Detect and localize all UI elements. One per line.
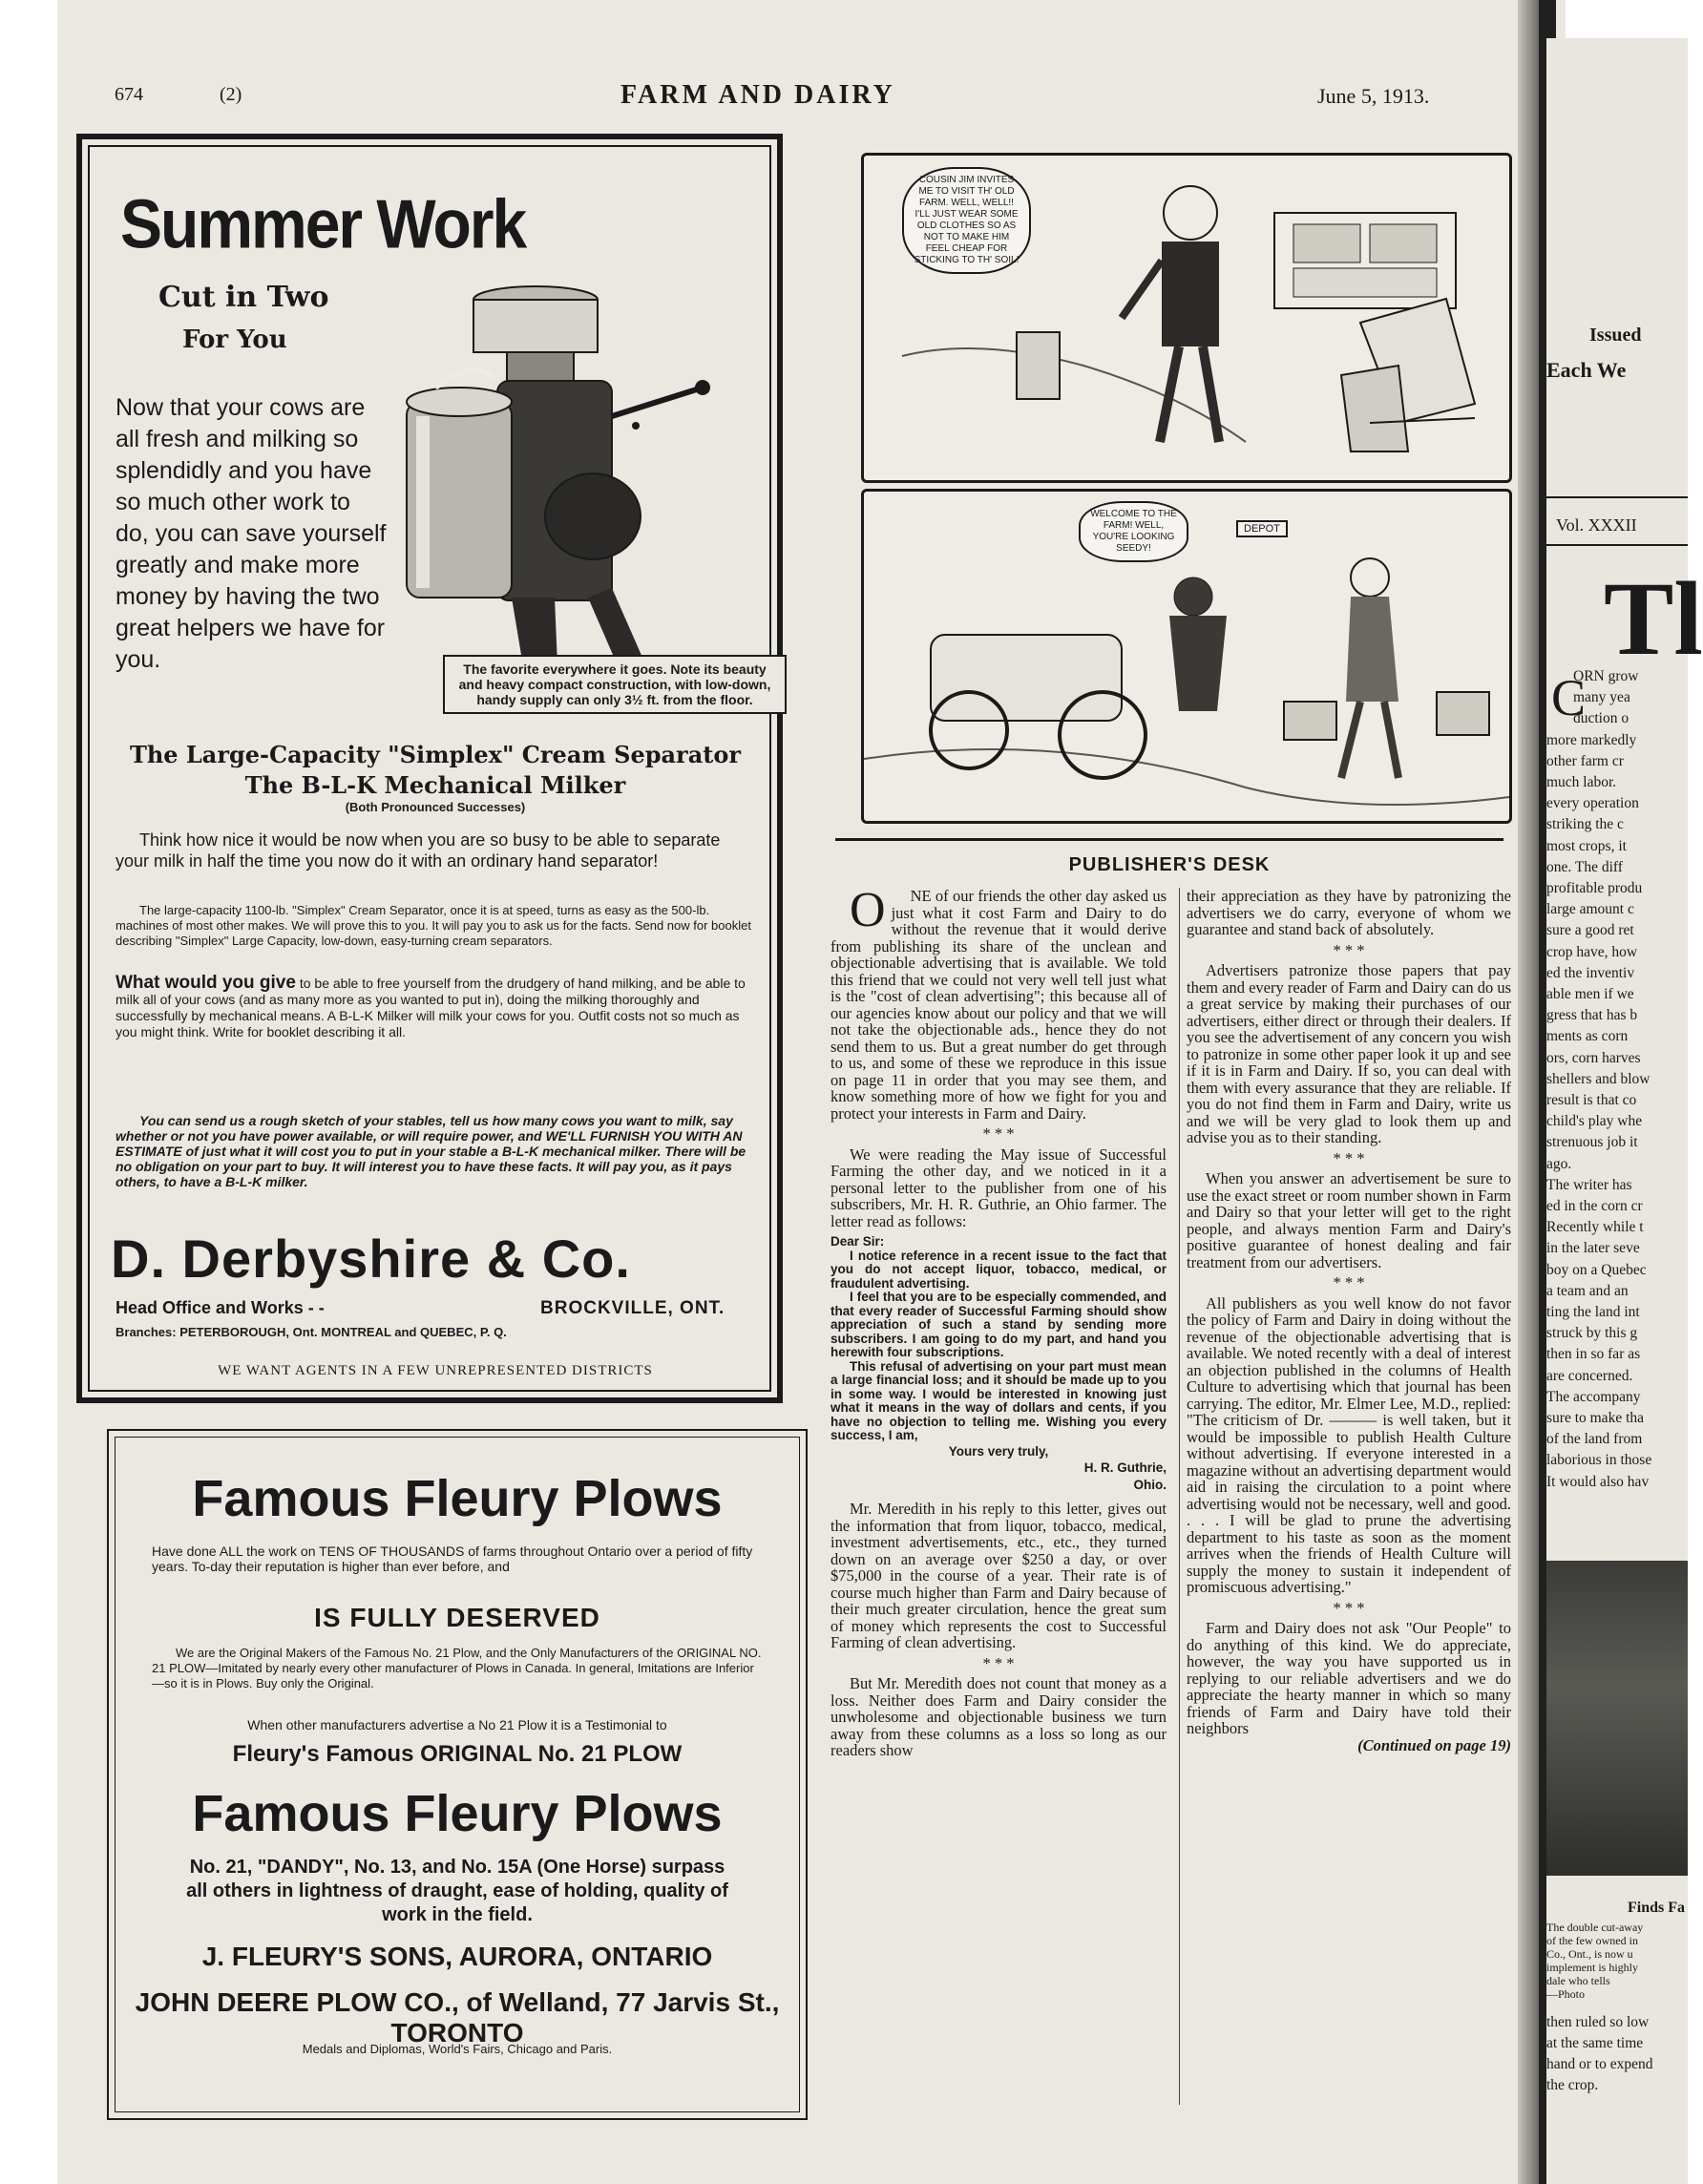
- company-branches: Branches: PETERBOROUGH, Ont. MONTREAL and QUEBEC, P. Q.: [116, 1325, 507, 1339]
- section-number: (2): [220, 84, 242, 105]
- article-paragraph: All publishers as you well know do not favor the policy of Farm and Dairy in doing without the revenue of the objectionable advertising that is available. We noted recently with a deal of interest an objection published in the columns of Health Culture to advertising which that journal has been carrying. The editor, Mr. Elmer Lee, M.D., replied: "The criticism of Dr. ——— is well taken, but it would be impossible to publish Health Culture without advertising. If everyone interested in a magazine without an advertising department would aid in raising the circulation to a point where advertising would not be necessary, well and good. . . . I will be glad to prune the advertising department to his taste as soon as the moment arrives when the friends of Health Culture will supply the money to sustain it independent of promiscuous advertising.": [1187, 1293, 1511, 1596]
- facing-text-line: able men if we: [1546, 986, 1634, 1002]
- facing-photo: [1546, 1561, 1688, 1876]
- publishers-desk-title: PUBLISHER'S DESK: [1068, 854, 1271, 875]
- facing-text-line: crop have, how: [1546, 943, 1638, 960]
- facing-text-line: at the same time: [1546, 2035, 1644, 2051]
- facing-text-line: striking the c: [1546, 816, 1624, 833]
- facing-text-line: child's play whe: [1546, 1113, 1643, 1130]
- facing-text-line: ed in the corn cr: [1546, 1198, 1643, 1214]
- letter-closing: Yours very truly,: [948, 1443, 1049, 1459]
- facing-text-line: of the few owned in: [1546, 1934, 1638, 1947]
- facing-text-line: The writer has: [1546, 1176, 1632, 1193]
- facing-text-line: most crops, it: [1546, 837, 1627, 854]
- section-break: * * *: [1333, 1273, 1365, 1292]
- depot-sign: DEPOT: [1236, 520, 1288, 537]
- publishers-desk-right-column: [1187, 888, 1511, 1754]
- article-paragraph: [830, 883, 1167, 1123]
- section-break: * * *: [982, 1124, 1015, 1143]
- facing-text-line: hand or to expend: [1546, 2056, 1653, 2072]
- ad-intro-text: Now that your cows are all fresh and milking so splendidly and you have so much other work to do, you can save yourself greatly and make more money by having the two great helpers we have for you.: [116, 394, 387, 673]
- facing-text-line: are concerned.: [1546, 1367, 1633, 1384]
- facing-photo-title: Finds Fa: [1628, 1900, 1686, 1916]
- facing-text-line: one. The diff: [1546, 858, 1623, 875]
- facing-text-line: It would also hav: [1546, 1473, 1650, 1490]
- separator-caption: The favorite everywhere it goes. Note its beauty and heavy compact construction, with low-down, handy supply can only 3½ ft. from the floor.: [443, 655, 787, 714]
- fleury-title-1: Famous Fleury Plows: [192, 1470, 723, 1527]
- facing-text-line: strenuous job it: [1546, 1134, 1638, 1151]
- facing-text-line: in the later seve: [1546, 1240, 1640, 1257]
- company-name: D. Derbyshire & Co.: [111, 1228, 631, 1289]
- ad-paragraph-3-body: to be able to free yourself from the drudgery of hand milking, and be able to milk all of your cows (and as many more as you wanted to put in), doing the milking thoroughly and successfully by mechanical means. A B-L-K Milker will milk your cows for you. Outfit costs not so much as you might think. Write for booklet describing it all.: [116, 976, 746, 1040]
- facing-text-line: of the land from: [1546, 1431, 1643, 1448]
- cartoon-2-illustration: [864, 492, 1509, 821]
- facing-text-line: boy on a Quebec: [1546, 1261, 1647, 1278]
- fleury-medals: Medals and Diplomas, World's Fairs, Chicago and Paris.: [302, 2042, 613, 2056]
- product-simplex: The Large-Capacity "Simplex" Cream Separator: [130, 741, 741, 768]
- article-paragraph: their appreciation as they have by patronizing the advertisers we do carry, everyone of whom we guarantee and stand back of absolutely.: [1187, 887, 1511, 938]
- facing-text-line: laborious in those: [1546, 1452, 1652, 1469]
- facing-text-line: duction o: [1573, 710, 1629, 727]
- product-milker: The B-L-K Mechanical Milker: [244, 771, 626, 799]
- ad-headline: Summer Work: [120, 184, 526, 262]
- facing-text-line: dale who tells: [1546, 1974, 1610, 1987]
- facing-text-line: more markedly: [1546, 731, 1637, 748]
- fleury-agent: JOHN DEERE PLOW CO., of Welland, 77 Jarvis St., TORONTO: [135, 1987, 780, 2048]
- page-header: [0, 80, 1489, 122]
- fleury-text-2: We are the Original Makers of the Famous No. 21 Plow, and the Only Manufacturers of the ORIGINAL NO. 21 PLOW—Imitated by nearly every other manufacturer of Plows in Canada. In general, Imitations are Inferior—so it is in Plows. Buy only the Original.: [152, 1646, 762, 1690]
- facing-text-line: a team and an: [1546, 1282, 1629, 1299]
- facing-text-line: The double cut-away: [1546, 1921, 1644, 1934]
- facing-text-line: result is that co: [1546, 1092, 1637, 1108]
- ad-subheadline: Cut in Two: [158, 281, 329, 314]
- letter-paragraph: I notice reference in a recent issue to the fact that you do not accept liquor, tobacco, medical, or fraudulent advertising.: [830, 1248, 1167, 1291]
- section-break: * * *: [982, 1653, 1015, 1672]
- fleury-text-3: When other manufacturers advertise a No 21 Plow it is a Testimonial to: [247, 1717, 667, 1732]
- facing-text-line: profitable produ: [1546, 880, 1643, 896]
- cartoon-panel-1: [861, 153, 1512, 483]
- facing-text-line: ORN grow: [1573, 668, 1639, 684]
- letter-signature: H. R. Guthrie,: [1083, 1460, 1167, 1475]
- fleury-text-4: Fleury's Famous ORIGINAL No. 21 PLOW: [232, 1741, 683, 1767]
- facing-text-line: Recently while t: [1546, 1219, 1644, 1236]
- facing-rule: [1546, 496, 1688, 498]
- company-city: BROCKVILLE, ONT.: [540, 1298, 725, 1318]
- facing-each-week: Each We: [1546, 358, 1627, 382]
- cartoon-1-illustration: [864, 156, 1509, 480]
- derbyshire-advertisement: [76, 134, 783, 1403]
- facing-text-line: ments as corn: [1546, 1028, 1629, 1045]
- agents-wanted: WE WANT AGENTS IN A FEW UNREPRESENTED DISTRICTS: [218, 1363, 653, 1378]
- issue-date: June 5, 1913.: [1317, 84, 1430, 108]
- fleury-plows-advertisement: [107, 1429, 808, 2120]
- article-paragraph: Advertisers patronize those papers that pay them and every reader of Farm and Dairy can do us a great service by making their purchases of our advertisers, either direct or through their dealers. If you see the advertisement of any concern you wish to patronize in some other paper look it up and see if it is in Farm and Dairy. If so, you can deal with them with every assurance that they are reliable. If you do not find them in Farm and Dairy, write us and we will be very glad to look them up and advise you as to their standing.: [1187, 961, 1511, 1146]
- facing-text-line: Co., Ont., is now u: [1546, 1947, 1633, 1961]
- head-office-label: Head Office and Works - -: [116, 1298, 325, 1317]
- facing-text-line: ago.: [1546, 1155, 1572, 1172]
- letter-salutation: Dear Sir:: [830, 1234, 885, 1249]
- facing-text-line: much labor.: [1546, 774, 1617, 790]
- facing-text-line: The accompany: [1546, 1388, 1641, 1405]
- facing-text-line: ors, corn harves: [1546, 1049, 1641, 1066]
- facing-text-line: large amount c: [1546, 901, 1634, 918]
- fleury-title-2: Famous Fleury Plows: [192, 1785, 723, 1842]
- facing-text-line: —Photo: [1546, 1987, 1586, 2001]
- ad-paragraph-1: Think how nice it would be now when you are so busy to be able to separate your milk in half the time you now do it with an ordinary hand separator!: [116, 830, 721, 871]
- facing-text-line: other farm cr: [1546, 752, 1624, 769]
- facing-text-line: implement is highly: [1546, 1961, 1638, 1974]
- facing-headline: Tl: [1604, 560, 1703, 677]
- section-rule: [835, 838, 1503, 841]
- continued-notice: (Continued on page 19): [1357, 1735, 1511, 1754]
- ad-paragraph-3: [116, 975, 755, 1040]
- facing-text-line: sure to make tha: [1546, 1410, 1645, 1426]
- ad-paragraph-3-lead: What would you give: [116, 973, 296, 993]
- facing-text-line: ed the inventiv: [1546, 964, 1635, 981]
- cartoon-panel-2: [861, 489, 1512, 824]
- facing-text-line: the crop.: [1546, 2077, 1599, 2093]
- facing-text-line: ting the land int: [1546, 1304, 1640, 1320]
- facing-text-line: gress that has b: [1546, 1007, 1638, 1024]
- cartoon-speech-bubble-1: COUSIN JIM INVITES ME TO VISIT TH' OLD FARM. WELL, WELL!! I'LL JUST WEAR SOME OLD CLOTHES SO AS NOT TO MAKE HIM FEEL CHEAP FOR STICKING TO TH' SOIL!: [902, 167, 1031, 274]
- article-paragraph-text: NE of our friends the other day asked us just what it cost Farm and Dairy to do without the revenue that it would derive from publishing its share of the unclean and objectionable advertising that is available. We told this friend that we could not very well tell just what is the "cost of clean advertising"; this because all of our agencies know about our policy and that we will not take the objectionable ads., hence they do not send them to us. But a great number do get through to us, and some of these we reproduce in this issue on page 11 in order that you may see them, and know something more of how we fight for you and protect your interests in Farm and Dairy.: [830, 887, 1167, 1123]
- article-paragraph: When you answer an advertisement be sure to use the exact street or room number shown in Farm and Dairy so that your letter will get to the right people, and always mention Farm and Dairy's positive guarantee of honest dealing and fair treatment from our advertisers.: [1187, 1169, 1511, 1271]
- section-break: * * *: [1333, 1148, 1365, 1167]
- article-paragraph: But Mr. Meredith does not count that money as a loss. Neither does Farm and Dairy consider the unwholesome and objectionable business we turn away from these columns as a loss so long as our readers show: [830, 1674, 1167, 1759]
- cartoon-speech-bubble-2: WELCOME TO THE FARM! WELL, YOU'RE LOOKING SEEDY!: [1079, 501, 1188, 562]
- facing-issued: Issued: [1589, 325, 1642, 346]
- fleury-text-5: No. 21, "DANDY", No. 13, and No. 15A (One Horse) surpass all others in lightness of draught, ease of holding, quality of work in the field.: [186, 1857, 728, 1925]
- article-paragraph: Farm and Dairy does not ask "Our People" to do anything of this kind. We do appreciate, however, the way you have supported us in replying to our reliable advertisers and we do appreciate the hearty manner in which so many friends of Farm and Dairy have told their neighbors: [1187, 1619, 1511, 1737]
- product-note: (Both Pronounced Successes): [345, 800, 526, 814]
- facing-volume: Vol. XXXII: [1556, 515, 1637, 535]
- page-number: 674: [115, 84, 143, 105]
- ad-subheadline-2: For You: [182, 326, 287, 354]
- facing-text-line: sure a good ret: [1546, 922, 1634, 939]
- letter-paragraph: This refusal of advertising on your part must mean a large financial loss; and it should be made up to you in some way. I would be interested in knowing just what it means in the way of dollars and cents, if you have no objection to telling me. Wishing you every success, I am,: [830, 1358, 1167, 1442]
- fleury-fully-deserved: IS FULLY DESERVED: [314, 1603, 600, 1632]
- publication-title: FARM AND DAIRY: [620, 80, 895, 110]
- article-paragraph: We were reading the May issue of Successful Farming the other day, and we noticed in it a personal letter to the publisher from one of his subscribers, Mr. H. R. Guthrie, an Ohio farmer. The letter read as follows:: [830, 1144, 1167, 1230]
- facing-drop-cap: C: [1551, 669, 1587, 726]
- section-break: * * *: [1333, 940, 1365, 959]
- letter-location: Ohio.: [1133, 1477, 1167, 1492]
- facing-text-line: then in so far as: [1546, 1346, 1641, 1363]
- facing-text-line: struck by this g: [1546, 1325, 1638, 1342]
- publishers-desk-left-column: [830, 883, 1167, 1759]
- section-break: * * *: [1333, 1598, 1365, 1617]
- fleury-text-1: Have done ALL the work on TENS OF THOUSANDS of farms throughout Ontario over a period of fifty years. To-day their reputation is higher than ever before, and: [152, 1544, 753, 1574]
- facing-text-line: shellers and blow: [1546, 1070, 1650, 1087]
- facing-rule: [1546, 544, 1688, 546]
- ad-paragraph-2: The large-capacity 1100-lb. "Simplex" Cream Separator, once it is at speed, turns as easy as the 500-lb. machines of most other makes. We will prove this to you. It will pay you to ask us for the facts. Send now for booklet describing "Simplex" Large Capacity, low-down, easy-turning cream separators.: [116, 903, 751, 948]
- article-paragraph: Mr. Meredith in his reply to this letter, gives out the information that from liquor, tobacco, medical, investment advertisements, etc., etc., they turned down on an average over $250 a day, or over $75,000 in the course of a year. Their rate is of course much higher than Farm and Dairy because of their much greater circulation, hence the great sum of money which represents the cost to Successful Farming of clean advertising.: [830, 1500, 1167, 1651]
- letter-paragraph: I feel that you are to be especially commended, and that every reader of Successful Farming should show appreciation of such a stand by sending more subscribers. I am going to do my part, and hand you herewith four subscriptions.: [830, 1290, 1167, 1359]
- drop-cap: O: [850, 883, 886, 937]
- ad-paragraph-4: You can send us a rough sketch of your stables, tell us how many cows you want to milk, say whether or not you have power available, or will require power, and WE'LL FURNISH YOU WITH AN ESTIMATE of just what it will cost you to put in your stable a B-L-K mechanical milker. There will be no obligation on your part to buy. It will interest you to have these facts. It will pay you, as it pays others, to have a B-L-K milker.: [116, 1113, 746, 1189]
- column-rule: [1179, 888, 1180, 2105]
- fleury-maker: J. FLEURY'S SONS, AURORA, ONTARIO: [201, 1942, 713, 1971]
- facing-text-line: then ruled so low: [1546, 2014, 1650, 2030]
- facing-text-line: every operation: [1546, 795, 1639, 812]
- facing-text-line: many yea: [1573, 689, 1630, 706]
